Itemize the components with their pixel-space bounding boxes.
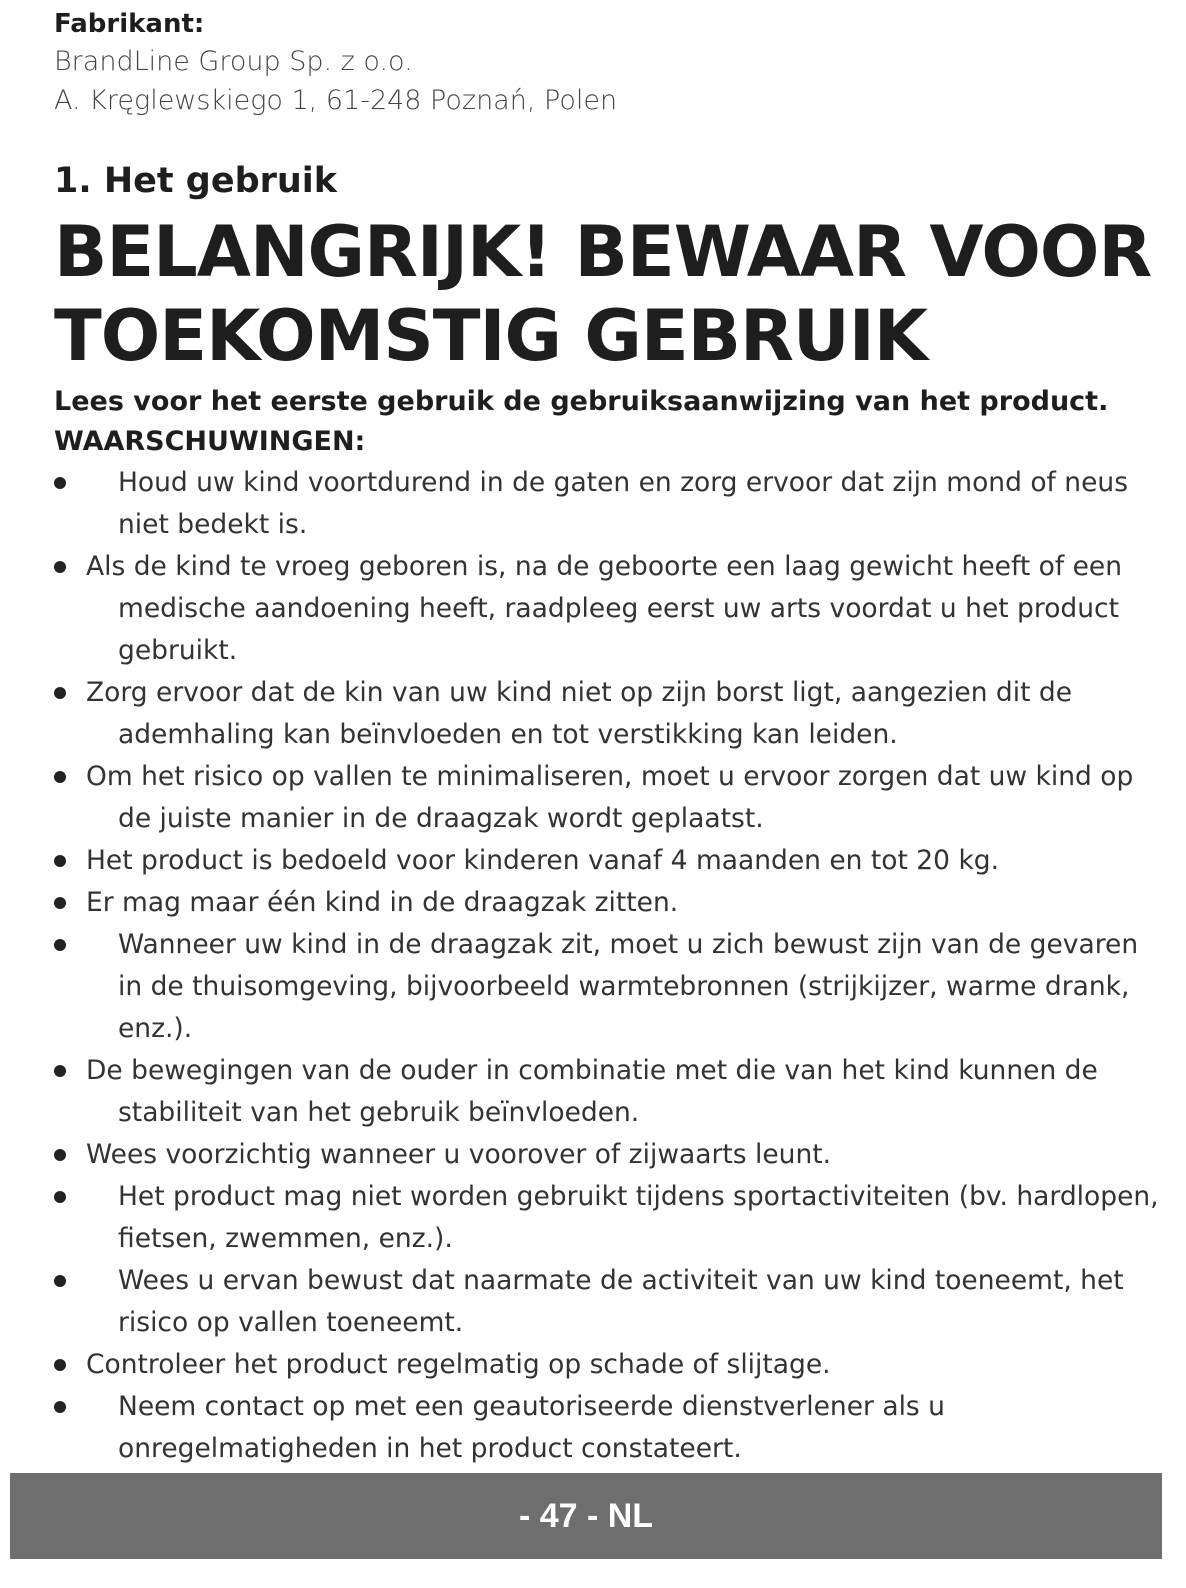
list-item (54, 924, 1164, 1050)
page-title-line-1: BELANGRIJK! BEWAAR VOOR (54, 211, 1152, 293)
list-item-text: Controleer het product regelmatig op schade of slijtage. (86, 1349, 831, 1380)
list-item (54, 672, 1164, 756)
list-item-text: Er mag maar één kind in de draagzak zitten. (86, 887, 679, 918)
list-item (54, 882, 1164, 924)
list-item (54, 546, 1164, 672)
bullet-icon (54, 855, 66, 867)
footer-bar (10, 1473, 1162, 1559)
bullet-icon (54, 1275, 66, 1287)
page-title (54, 210, 1164, 378)
manufacturer-address: A. Kręglewskiego 1, 61-248 Poznań, Polen (54, 85, 618, 116)
page-title-line-2: TOEKOMSTIG GEBRUIK (54, 295, 928, 377)
list-item (54, 1134, 1164, 1176)
document-page (54, 6, 1164, 1554)
warnings-list (54, 462, 1164, 1554)
list-item-text: Zorg ervoor dat de kin van uw kind niet op zijn borst ligt, aangezien dit de ademhaling kan beïnvloeden en tot verstikking kan leiden. (86, 677, 1073, 750)
list-item (54, 1386, 1164, 1470)
list-item-text: Wees voorzichtig wanneer u voorover of zijwaarts leunt. (86, 1139, 832, 1170)
list-item (54, 1260, 1164, 1344)
list-item (54, 462, 1164, 546)
manufacturer-label: Fabrikant: (54, 9, 205, 39)
list-item-text: Het product mag niet worden gebruikt tijdens sportactiviteiten (bv. hardlopen, fietsen, zwemmen, enz.). (118, 1181, 1159, 1254)
list-item-text: Neem contact op met een geautoriseerde dienstverlener als u onregelmatigheden in het product constateert. (118, 1391, 945, 1464)
manufacturer-name: BrandLine Group Sp. z o.o. (54, 46, 413, 77)
list-item (54, 1344, 1164, 1386)
list-item-text: Om het risico op vallen te minimaliseren, moet u ervoor zorgen dat uw kind op de juiste manier in de draagzak wordt geplaatst. (86, 761, 1134, 834)
list-item (54, 1050, 1164, 1134)
list-item-text: Houd uw kind voortdurend in de gaten en zorg ervoor dat zijn mond of neus niet bedekt is. (118, 467, 1129, 540)
list-item (54, 756, 1164, 840)
list-item-text: De bewegingen van de ouder in combinatie met die van het kind kunnen de stabiliteit van het gebruik beïnvloeden. (86, 1055, 1098, 1128)
bullet-icon (54, 561, 66, 573)
bullet-icon (54, 1065, 66, 1077)
list-item-text: Wees u ervan bewust dat naarmate de activiteit van uw kind toeneemt, het risico op vallen toeneemt. (118, 1265, 1124, 1338)
list-item-text: Wanneer uw kind in de draagzak zit, moet u zich bewust zijn van de gevaren in de thuisomgeving, bijvoorbeeld warmtebronnen (strijkijzer, warme drank, enz.). (118, 929, 1139, 1044)
section-heading: 1. Het gebruik (54, 161, 338, 201)
list-item-text: Als de kind te vroeg geboren is, na de geboorte een laag gewicht heeft of een medische aandoening heeft, raadpleeg eerst uw arts voordat u het product gebruikt. (86, 551, 1122, 666)
list-item (54, 1176, 1164, 1260)
bullet-icon (54, 1359, 66, 1371)
bullet-icon (54, 1191, 66, 1203)
bullet-icon (54, 771, 66, 783)
intro-text: Lees voor het eerste gebruik de gebruiksaanwijzing van het product. (54, 386, 1109, 417)
page-number: - 47 - NL (518, 1496, 654, 1535)
bullet-icon (54, 1149, 66, 1161)
bullet-icon (54, 1401, 66, 1413)
warnings-heading: WAARSCHUWINGEN: (54, 426, 366, 457)
bullet-icon (54, 477, 66, 489)
bullet-icon (54, 687, 66, 699)
bullet-icon (54, 939, 66, 951)
list-item (54, 840, 1164, 882)
list-item-text: Het product is bedoeld voor kinderen vanaf 4 maanden en tot 20 kg. (86, 845, 1000, 876)
bullet-icon (54, 897, 66, 909)
